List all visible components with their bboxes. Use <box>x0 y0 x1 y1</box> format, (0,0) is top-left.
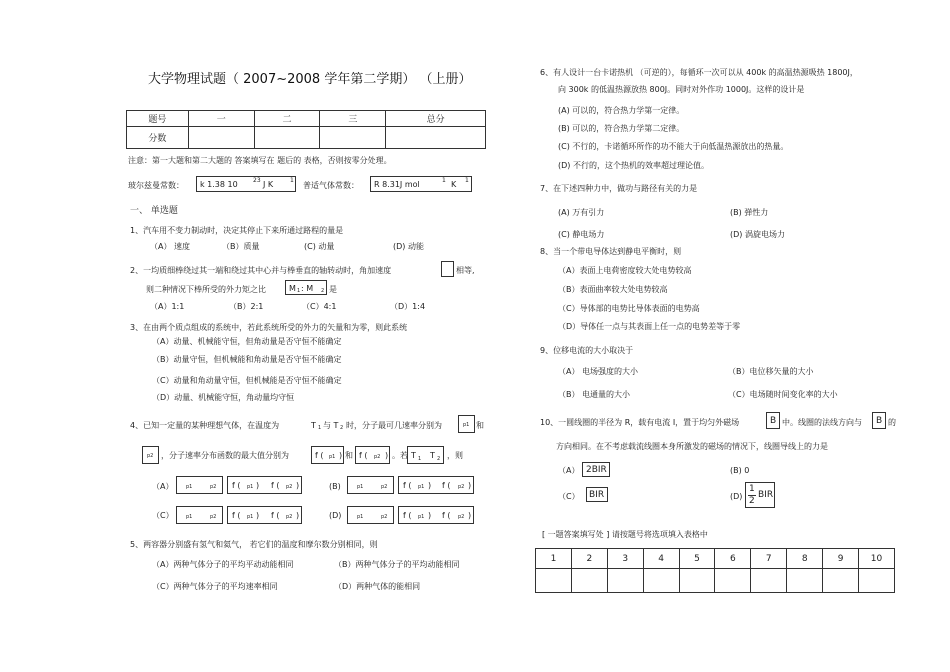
q4-sub: p1 <box>418 484 425 490</box>
q7-option-a[interactable]: (A) 万有引力 <box>558 208 605 217</box>
answer-cell[interactable] <box>859 569 895 593</box>
answer-cell[interactable] <box>571 569 607 593</box>
q4-close: ) <box>428 511 432 520</box>
q2-stem: 2、一均质细棒绕过其一端和绕过其中心并与棒垂直的轴转动时，角加速度 <box>130 266 392 275</box>
q4-close: ) <box>468 481 472 490</box>
q4-f: f ( <box>232 481 241 490</box>
q4-stem-tail: 时，分子最可几速率分别为 <box>346 421 442 430</box>
q4-option-d-label[interactable]: (D) <box>329 511 342 520</box>
q2-option-c[interactable]: （C）4:1 <box>302 302 337 311</box>
q2-line2-tail: 是 <box>329 285 337 294</box>
q8-option-d[interactable]: （D）导体任一点与其表面上任一点的电势差等于零 <box>558 322 741 331</box>
q4-t-mid: 与 T <box>323 421 339 430</box>
q4-sub: p2 <box>458 514 465 520</box>
q4-option-c-label[interactable]: （C） <box>152 511 174 520</box>
q8-option-c[interactable]: （C）导体部的电势比导体表面的电势高 <box>558 304 700 313</box>
q4-sub: p2 <box>458 484 465 490</box>
q5-stem: 5、两容器分别盛有氢气和氦气， 若它们的温度和摩尔数分别相同，则 <box>130 540 378 549</box>
q4-option-d-f-box <box>398 506 474 524</box>
answer-number: 3 <box>607 549 643 569</box>
gas-label: 普适气体常数： <box>303 181 359 190</box>
q4-and2: 和 <box>345 451 353 460</box>
q4-option-c-v-box <box>176 506 223 524</box>
q10-option-a-box <box>582 462 610 477</box>
q7-stem: 7、在下述四种力中，做功与路径有关的力是 <box>540 184 698 193</box>
q2-alpha-box <box>441 261 454 277</box>
q10-b-box <box>766 412 780 429</box>
q4-condition-box <box>407 446 444 464</box>
q4-sub: p1 <box>186 514 193 520</box>
answer-number: 7 <box>751 549 787 569</box>
q4-fvp1: p1 <box>329 454 336 460</box>
q10-option-c: BIR <box>589 490 605 500</box>
q4-fvp2-box <box>355 446 390 464</box>
q4-vp1: p1 <box>463 422 470 428</box>
answer-cell[interactable] <box>751 569 787 593</box>
q4-vp2: p2 <box>147 453 154 459</box>
q2-ratio-m1: M <box>289 284 296 293</box>
q6-option-a[interactable]: (A) 可以的，符合热力学第一定律。 <box>558 106 685 115</box>
q4-close: ) <box>468 511 472 520</box>
answer-cell[interactable] <box>679 569 715 593</box>
q4-f: f ( <box>442 481 451 490</box>
q2-ratio-sub2: 2 <box>321 288 325 294</box>
q4-close: ) <box>428 481 432 490</box>
answer-number: 6 <box>715 549 751 569</box>
q10-b2: B <box>876 416 883 426</box>
q3-option-a[interactable]: （A）动量、机械能守恒，但角动量是否守恒不能确定 <box>152 337 342 346</box>
score-header: 三 <box>320 111 386 127</box>
q7-option-d[interactable]: (D) 涡旋电场力 <box>730 230 785 239</box>
answer-number: 2 <box>571 549 607 569</box>
q9-option-b[interactable]: （B）电位移矢量的大小 <box>728 367 814 376</box>
q4-t1-sub: 1 <box>318 425 322 431</box>
q10-b: B <box>770 416 777 426</box>
boltzmann-unit: J K <box>263 180 274 189</box>
q4-option-b-f-box <box>398 476 474 494</box>
q4-cond-t1: T <box>411 451 416 460</box>
q5-option-c[interactable]: （C）两种气体分子的平均速率相同 <box>152 582 278 591</box>
q4-f: f ( <box>403 481 412 490</box>
q4-t2-sub: 2 <box>340 425 344 431</box>
q5-option-a[interactable]: （A）两种气体分子的平均平动动能相同 <box>152 560 294 569</box>
q3-option-b[interactable]: （B）动量守恒，但机械能和角动量是否守恒不能确定 <box>152 355 342 364</box>
answer-number: 4 <box>643 549 679 569</box>
q4-f: f ( <box>232 511 241 520</box>
q10-option-d-label[interactable]: (D) <box>730 492 743 501</box>
q4-t1: T <box>311 421 316 430</box>
q4-f-open: f ( <box>359 451 368 460</box>
q4-f-close: ) <box>339 451 343 460</box>
boltzmann-unit-exp: 1 <box>290 177 294 184</box>
q4-sub: p1 <box>418 514 425 520</box>
score-header: 二 <box>254 111 320 127</box>
exam-title: 大学物理试题（ 2007~2008 学年第二学期） （上册） <box>148 72 472 87</box>
q2-ratio-m2: : M <box>301 284 314 293</box>
boltzmann-value: k 1.38 10 <box>200 180 238 189</box>
q3-option-c[interactable]: （C）动量和角动量守恒，但机械能是否守恒不能确定 <box>152 376 342 385</box>
q4-close: ) <box>296 481 300 490</box>
q4-line2: ，分子速率分布函数的最大值分别为 <box>161 451 289 460</box>
q4-f: f ( <box>271 481 280 490</box>
q4-fvp1-box <box>311 446 344 464</box>
q1-option-a[interactable]: （A） 速度 <box>150 242 191 251</box>
q4-sub: p2 <box>210 484 217 490</box>
gas-value: R 8.31J mol <box>374 180 420 189</box>
q4-close: ) <box>296 511 300 520</box>
answer-cell[interactable] <box>643 569 679 593</box>
answer-number: 5 <box>679 549 715 569</box>
q2-stem-tail: 相等, <box>456 266 475 275</box>
score-table <box>126 110 486 149</box>
q4-option-a-v-box <box>176 476 223 494</box>
q4-sub: p1 <box>357 484 364 490</box>
q4-sub: p2 <box>381 484 388 490</box>
q4-option-d-v-box <box>347 506 394 524</box>
answer-number: 1 <box>536 549 572 569</box>
gas-box <box>370 176 472 192</box>
q8-option-b[interactable]: （B）表面曲率较大处电势较高 <box>558 285 668 294</box>
score-header: 总分 <box>386 111 486 127</box>
answer-cell[interactable] <box>715 569 751 593</box>
q4-and: 和 <box>476 421 484 430</box>
q4-f-open: f ( <box>315 451 324 460</box>
q4-line2-tail: 。若 <box>392 451 408 460</box>
q10-option-c-box <box>586 487 608 502</box>
q4-then: ，则 <box>447 451 463 460</box>
q10-option-d-tail: BIR <box>758 490 774 500</box>
q2-option-a[interactable]: （A）1:1 <box>150 302 185 311</box>
q10-stem-mid: 中。线圈的法线方向与 <box>782 418 862 427</box>
q4-option-c-f-box <box>227 506 302 524</box>
q10-option-d-box <box>745 482 775 508</box>
boltzmann-label: 玻尔兹曼常数： <box>128 181 184 190</box>
answer-cell[interactable] <box>823 569 859 593</box>
q2-ratio-sub1: 1 <box>297 288 301 294</box>
q7-option-c[interactable]: (C) 静电场力 <box>558 230 605 239</box>
q4-fvp2: p2 <box>374 454 381 460</box>
score-cell[interactable] <box>188 127 254 149</box>
q4-f-close: ) <box>385 451 389 460</box>
q5-option-b[interactable]: （B）两种气体分子的平均动能相同 <box>334 560 460 569</box>
q4-sub: p2 <box>210 514 217 520</box>
q10-option-a: 2BIR <box>586 465 607 475</box>
q6-option-b[interactable]: (B) 可以的，符合热力学第二定律。 <box>558 124 685 133</box>
score-cell[interactable] <box>254 127 320 149</box>
score-cell[interactable] <box>320 127 386 149</box>
q10-option-c-label[interactable]: （C） <box>558 492 580 501</box>
q9-option-c[interactable]: （B） 电通量的大小 <box>558 390 631 399</box>
q10-line2: 方向相同。在不考虑载流线圈本身所激发的磁场的情况下，线圈导线上的力是 <box>556 442 828 451</box>
q4-sub: p1 <box>186 484 193 490</box>
q4-sub: p2 <box>381 514 388 520</box>
q4-sub: p1 <box>247 484 254 490</box>
q4-f: f ( <box>403 511 412 520</box>
q10-option-d-num: 1 <box>749 484 755 494</box>
q4-vp1-box <box>458 415 475 433</box>
q10-stem: 10、一圆线圈的半径为 R，载有电流 I，置于均匀外磁场 <box>540 418 740 427</box>
q4-sub: p1 <box>247 514 254 520</box>
q8-option-a[interactable]: （A）表面上电荷密度较大处电势较高 <box>558 266 692 275</box>
q6-stem: 6、有人设计一台卡诺热机 （可逆的），每循环一次可以从 400k 的高温热源吸热 1800J， <box>540 68 858 77</box>
score-header: 题号 <box>127 111 189 127</box>
q4-vp2-box <box>142 446 159 464</box>
q4-cond-t2: T <box>430 451 435 460</box>
q6-line2: 向 300k 的低温热源放热 800J。同时对外作功 1000J。这样的设计是 <box>558 85 805 94</box>
q4-f: f ( <box>271 511 280 520</box>
q4-close: ) <box>256 481 260 490</box>
q4-option-a-f-box <box>227 476 302 494</box>
q4-stem: 4、已知一定量的某种理想气体，在温度为 <box>130 421 280 430</box>
q4-option-b-v-box <box>347 476 394 494</box>
q9-option-d[interactable]: （C）电场随时间变化率的大小 <box>728 390 838 399</box>
q10-option-a-label[interactable]: （A） <box>558 466 580 475</box>
q8-stem: 8、当一个带电导体达到静电平衡时，则 <box>540 247 682 256</box>
q3-stem: 3、在由两个质点组成的系统中，若此系统所受的外力的矢量和为零，则此系统 <box>130 323 408 332</box>
q3-option-d[interactable]: （D）动量、机械能守恒，角动量均守恒 <box>152 393 295 402</box>
q4-close: ) <box>256 511 260 520</box>
score-row-label: 分数 <box>127 127 189 149</box>
q9-option-a[interactable]: （A） 电场强度的大小 <box>558 367 639 376</box>
q4-sub: p1 <box>357 514 364 520</box>
q4-option-a-label[interactable]: （A） <box>152 482 174 491</box>
q2-ratio-box <box>285 280 327 295</box>
boltzmann-exp: 23 <box>253 177 261 184</box>
q7-option-b[interactable]: (B) 弹性力 <box>730 208 769 217</box>
boltzmann-box <box>196 176 296 192</box>
q6-option-c[interactable]: (C) 不行的，卡诺循环所作的功不能大于向低温热源放出的热量。 <box>558 142 789 151</box>
q1-option-d[interactable]: (D) 动能 <box>393 242 424 251</box>
q4-sub: p2 <box>286 514 293 520</box>
gas-exp1: 1 <box>442 177 446 184</box>
gas-exp2: 1 <box>465 177 469 184</box>
q1-option-b[interactable]: （B）质量 <box>222 242 260 251</box>
q5-option-d[interactable]: （D）两种气体的能相同 <box>334 582 421 591</box>
q4-option-b-label[interactable]: (B) <box>329 482 341 491</box>
answer-number: 10 <box>859 549 895 569</box>
answer-table <box>535 548 895 593</box>
answer-number: 9 <box>823 549 859 569</box>
q4-cond-sub2: 2 <box>437 456 441 462</box>
answer-cell[interactable] <box>536 569 572 593</box>
q2-option-d[interactable]: （D）1:4 <box>390 302 426 311</box>
gas-unit2: K <box>451 180 457 189</box>
q10-option-b[interactable]: (B) 0 <box>730 466 750 475</box>
q2-option-b[interactable]: （B）2:1 <box>229 302 264 311</box>
answer-number: 8 <box>787 549 823 569</box>
q1-stem: 1、汽车用不变力制动时，决定其停止下来所通过路程的量是 <box>130 226 344 235</box>
answer-table-note: [ 一题答案填写处 ] 请按题号将选项填入表格中 <box>542 530 708 539</box>
score-cell[interactable] <box>386 127 486 149</box>
q10-stem-tail: 的 <box>888 418 896 427</box>
answer-cell[interactable] <box>787 569 823 593</box>
q6-option-d[interactable]: (D) 不行的，这个热机的效率超过理论值。 <box>558 161 709 170</box>
answer-cell[interactable] <box>607 569 643 593</box>
q10-b2-box <box>872 412 886 429</box>
q9-stem: 9、位移电流的大小取决于 <box>540 346 634 355</box>
answer-note: 注意：第一大题和第二大题的 答案填写在 题后的 表格，否则按零分处理。 <box>128 156 392 165</box>
q4-sub: p2 <box>286 484 293 490</box>
q10-option-d-den: 2 <box>749 496 755 506</box>
q2-line2: 则二种情况下棒所受的外力矩之比 <box>146 285 266 294</box>
q4-cond-sub1: 1 <box>418 456 422 462</box>
q4-f: f ( <box>442 511 451 520</box>
q1-option-c[interactable]: (C) 动量 <box>304 242 335 251</box>
score-header: 一 <box>188 111 254 127</box>
section-heading: 一、 单选题 <box>130 206 178 216</box>
